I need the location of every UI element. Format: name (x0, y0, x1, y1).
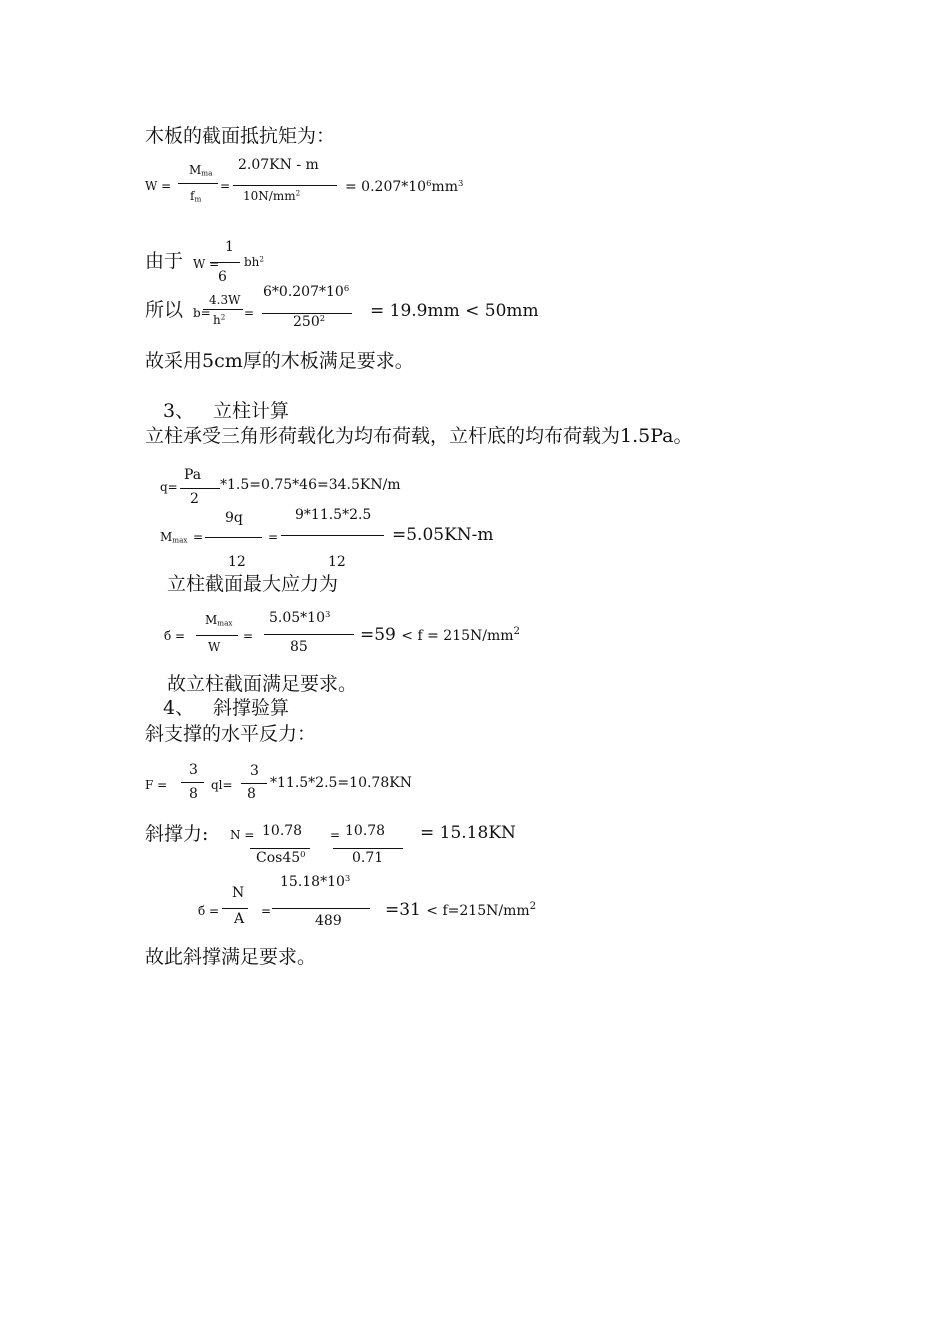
formula-stress-result: $=59 < f = 215N/mm^2$ (360, 625, 521, 645)
fraction-s3-numerator: N (232, 885, 245, 901)
text-suoyi: 所以 (145, 299, 184, 321)
formula-b-result: = 19.9mm < 50mm (370, 301, 539, 321)
formula-stress2-result: $=31 < f=215N/mm^2$ (385, 900, 537, 920)
fraction-m1-numerator: 9q (225, 510, 243, 526)
formula-w-label: W = (145, 179, 172, 193)
section4-title: 斜撑验算 (213, 697, 290, 719)
fraction-s4-denominator: 489 (315, 913, 342, 929)
fraction-s2-numerator: $5.05*10^3$ (269, 608, 331, 626)
formula-q-label: q= (160, 480, 178, 494)
equals-sign: = (244, 306, 255, 320)
fraction-n2-bar (333, 848, 403, 849)
formula-mmax-label: $M_{max}$ (160, 530, 188, 545)
fraction-s3-bar (222, 908, 248, 909)
section3-title: 立柱计算 (213, 400, 290, 422)
section4-conclusion: 故此斜撑满足要求。 (145, 946, 317, 968)
fraction3-bar (210, 262, 240, 263)
fraction-f1-numerator: 3 (189, 762, 198, 778)
fraction1-denominator: $f_m$ (190, 189, 202, 204)
fraction-s2-denominator: 85 (290, 639, 308, 655)
fraction-s3-denominator: A (234, 911, 245, 927)
fraction-s4-bar (272, 908, 370, 909)
fraction1-numerator: $M_{ma}$ (189, 163, 213, 178)
text-brace-force: 斜撑力: (145, 823, 209, 845)
fraction-s1-numerator: $M_{max}$ (205, 613, 233, 628)
formula-stress2-label: б = (198, 904, 220, 918)
stress-title: 立柱截面最大应力为 (167, 573, 339, 595)
fraction1-bar (178, 183, 218, 184)
fraction-f2-bar (241, 783, 267, 784)
fraction-f1-bar (181, 782, 204, 783)
fraction5-denominator: $250^2$ (293, 312, 326, 330)
fraction3-denominator: 6 (218, 269, 227, 285)
fraction-f2-denominator: 8 (247, 786, 256, 802)
fraction2-bar (233, 185, 337, 186)
formula-n-result: = 15.18KN (420, 823, 516, 843)
fraction4-numerator: 4.3W (209, 293, 241, 307)
section4-number: 4、 (163, 697, 195, 719)
section3-description: 立柱承受三角形荷载化为均布荷载，立杆底的均布荷载为1.5Pa。 (145, 425, 693, 447)
fraction-q-bar (180, 488, 220, 489)
fraction-m1-denominator: 12 (228, 554, 246, 570)
fraction-n1-denominator: $Cos45^0$ (256, 848, 306, 866)
heading-section-resistance-moment: 木板的截面抵抗矩为： (145, 125, 336, 147)
formula-b-label: b= (193, 306, 211, 320)
fraction-n2-denominator: 0.71 (352, 850, 384, 866)
fraction-s4-numerator: $15.18*10^3$ (280, 872, 351, 890)
fraction-f1-denominator: 8 (189, 786, 198, 802)
fraction3-numerator: 1 (225, 239, 234, 255)
formula-f-result: *11.5*2.5=10.78KN (270, 775, 412, 791)
formula-f-ql: ql= (211, 778, 233, 792)
fraction-m1-bar (205, 537, 262, 538)
fraction-q-numerator: Pa (184, 467, 202, 483)
formula-stress-label: б = (164, 629, 186, 643)
equals-sign: = (261, 904, 272, 918)
fraction-m2-numerator: 9*11.5*2.5 (295, 507, 372, 523)
fraction-n1-numerator: 10.78 (262, 823, 303, 839)
section3-conclusion: 故立柱截面满足要求。 (167, 673, 358, 695)
formula-n-label: N = (230, 828, 255, 842)
equals-sign: = (220, 179, 231, 193)
fraction-s2-bar (264, 634, 354, 635)
equals-sign: = (268, 530, 279, 544)
fraction2-denominator: $10N/mm^2$ (243, 188, 301, 203)
bh-term: $bh^2$ (244, 254, 264, 269)
fraction-m2-denominator: 12 (328, 554, 346, 570)
fraction-q-denominator: 2 (190, 491, 199, 507)
fraction-s1-bar (196, 635, 238, 636)
conclusion-wood-plank: 故采用5cm厚的木板满足要求。 (145, 350, 414, 372)
formula-mmax-result: =5.05KN-m (392, 525, 494, 545)
fraction-n2-numerator: 10.78 (345, 823, 386, 839)
formula-q-result: *1.5=0.75*46=34.5KN/m (220, 477, 401, 493)
equals-sign: = (243, 629, 254, 643)
text-youyu: 由于 (145, 250, 184, 272)
fraction-s1-denominator: W (208, 640, 221, 654)
equals-sign: = (330, 828, 341, 842)
formula-f-label: F = (145, 778, 168, 792)
fraction-f2-numerator: 3 (250, 763, 259, 779)
fraction5-numerator: $6*0.207*10^6$ (263, 282, 350, 300)
equals-sign: = (193, 530, 204, 544)
section3-number: 3、 (163, 400, 195, 422)
fraction4-bar (203, 309, 243, 310)
fraction-m2-bar (281, 535, 384, 536)
formula-w-result: = $0.207*10^6mm^3$ (345, 177, 464, 195)
fraction2-numerator: 2.07KN - m (238, 157, 319, 173)
section4-description: 斜支撑的水平反力： (145, 723, 317, 745)
fraction4-denominator: $h^2$ (213, 312, 226, 327)
formula-w-label-2: W = (193, 257, 220, 271)
